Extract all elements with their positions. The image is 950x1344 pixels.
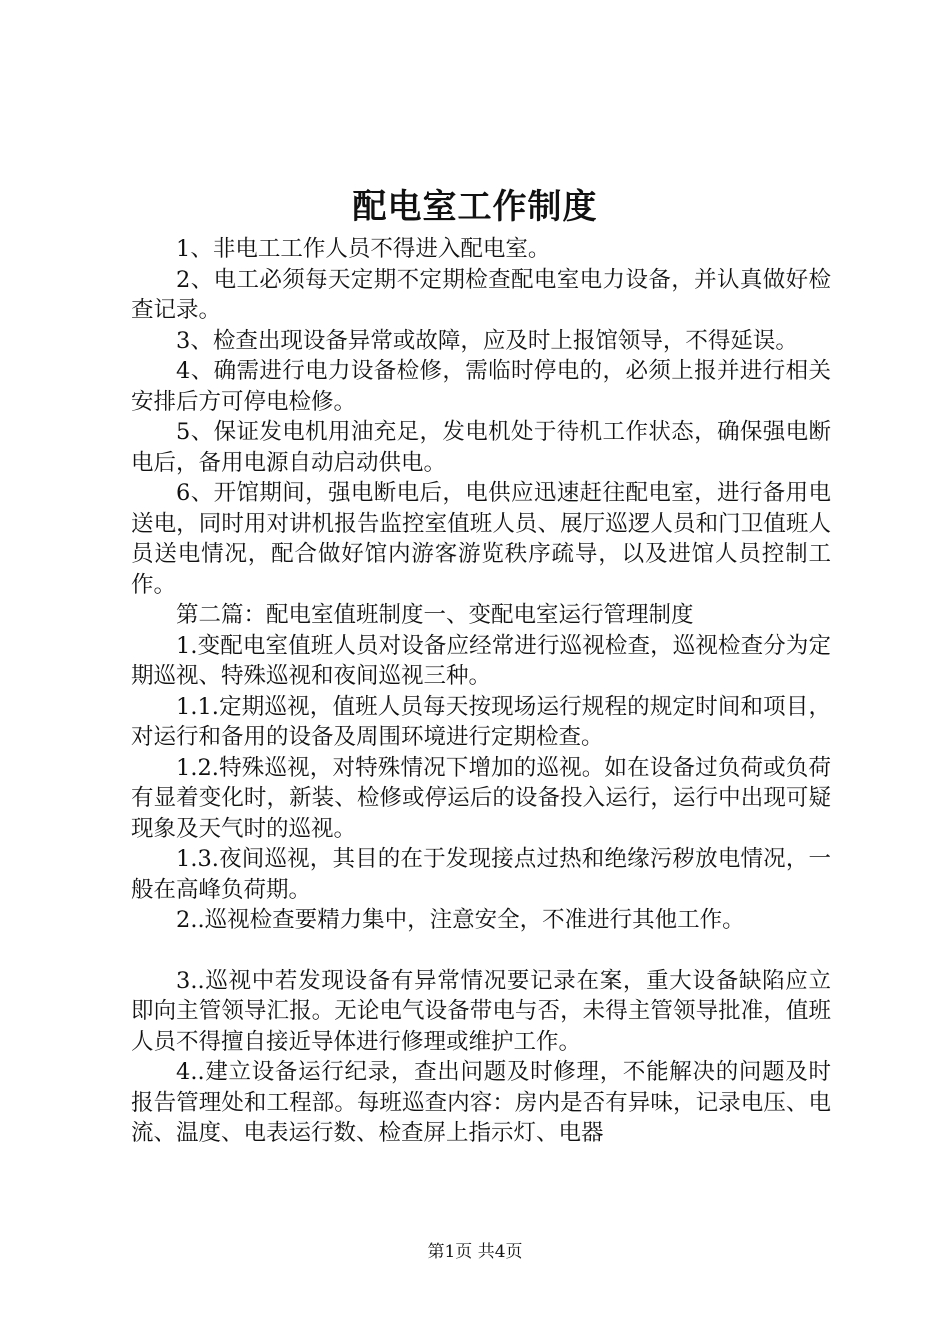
document-body xyxy=(131,234,831,1149)
document-title: 配电室工作制度 xyxy=(352,187,598,227)
paragraph-6: 6、开馆期间，强电断电后，电供应迅速赶往配电室，进行备用电送电，同时用对讲机报告监控室值班人员、展厅巡逻人员和门卫值班人员送电情况，配合做好馆内游客游览秩序疏导，以及进馆人员控制工作。 xyxy=(131,480,831,598)
paragraph-inspection-1: 1.变配电室值班人员对设备应经常进行巡视检查，巡视检查分为定期巡视、特殊巡视和夜间巡视三种。 xyxy=(131,632,831,689)
paragraph-inspection-1-1: 1.1.定期巡视，值班人员每天按现场运行规程的规定时间和项目，对运行和备用的设备及周围环境进行定期检查。 xyxy=(131,693,831,750)
paragraph-1: 1、非电工工作人员不得进入配电室。 xyxy=(176,236,551,262)
paragraph-inspection-1-3: 1.3.夜间巡视，其目的在于发现接点过热和绝缘污秽放电情况，一般在高峰负荷期。 xyxy=(131,846,831,903)
paragraph-inspection-3: 3..巡视中若发现设备有异常情况要记录在案，重大设备缺陷应立即向主管领导汇报。无论电气设备带电与否，未得主管领导批准，值班人员不得擅自接近导体进行修理或维护工作。 xyxy=(131,967,831,1055)
paragraph-5: 5、保证发电机用油充足，发电机处于待机工作状态，确保强电断电后，备用电源自动启动供电。 xyxy=(131,419,831,476)
paragraph-inspection-1-2: 1.2.特殊巡视，对特殊情况下增加的巡视。如在设备过负荷或负荷有显着变化时，新装、检修或停运后的设备投入运行，运行中出现可疑现象及天气时的巡视。 xyxy=(131,754,831,842)
page-footer: 第1页 共4页 xyxy=(427,1242,523,1262)
paragraph-3: 3、检查出现设备异常或故障，应及时上报馆领导，不得延误。 xyxy=(176,327,798,354)
paragraph-inspection-4: 4..建立设备运行纪录，查出问题及时修理，不能解决的问题及时报告管理处和工程部。每班巡查内容：房内是否有异味，记录电压、电流、温度、电表运行数、检查屏上指示灯、电器 xyxy=(131,1059,831,1146)
section-heading-part-two: 第二篇：配电室值班制度一、变配电室运行管理制度 xyxy=(176,602,694,628)
paragraph-4: 4、确需进行电力设备检修，需临时停电的，必须上报并进行相关安排后方可停电检修。 xyxy=(131,358,831,415)
paragraph-2: 2、电工必须每天定期不定期检查配电室电力设备，并认真做好检查记录。 xyxy=(131,266,831,323)
paragraph-inspection-2: 2..巡视检查要精力集中，注意安全，不准进行其他工作。 xyxy=(176,907,745,933)
